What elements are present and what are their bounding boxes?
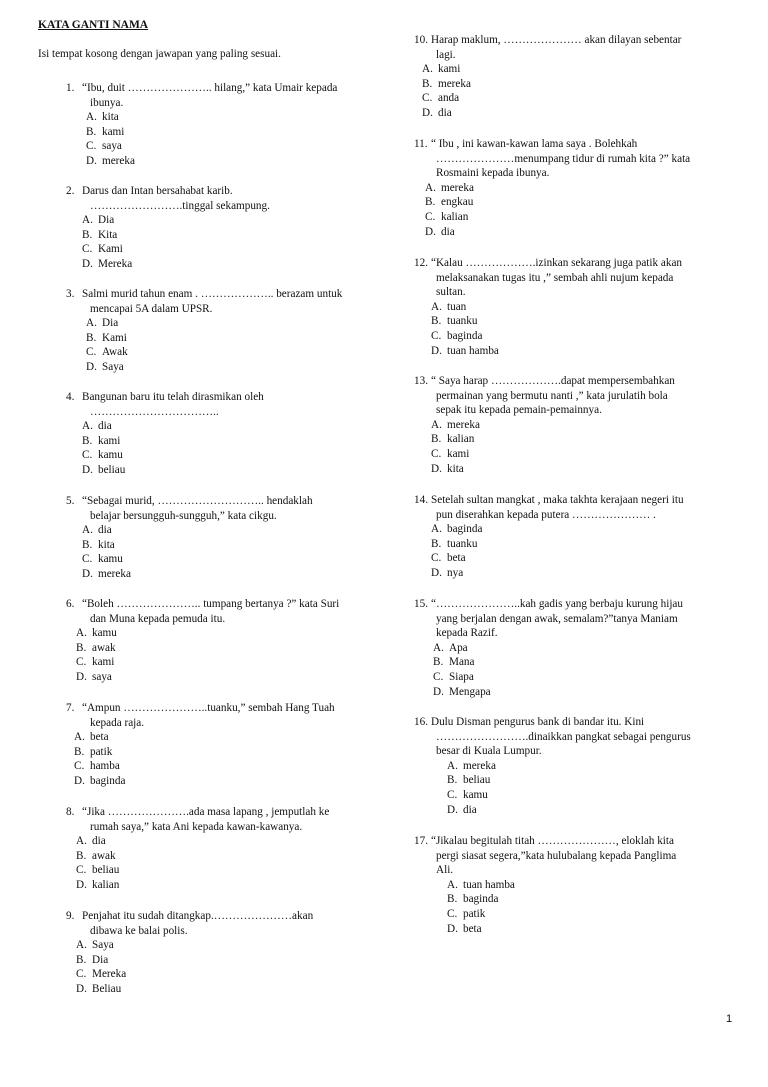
question-stem-line: Setelah sultan mangkat , maka takhta kerajaan negeri itu <box>431 494 684 506</box>
question-stem-line: “Kalau ……………….izinkan sekarang juga patik akan <box>431 257 683 269</box>
options-list <box>431 641 683 699</box>
question-13 <box>414 374 675 476</box>
question-number: 7. <box>66 702 75 714</box>
question-11 <box>414 137 690 239</box>
option-b[interactable]: B. engkau <box>425 196 474 209</box>
options-list <box>76 626 339 684</box>
options-list <box>82 110 337 168</box>
question-number: 2. <box>66 185 75 197</box>
question-stem-line: Rosmaini kepada ibunya. <box>436 167 550 180</box>
option-c[interactable]: C. Siapa <box>433 670 474 683</box>
option-b[interactable]: B. mereka <box>422 77 471 90</box>
option-d[interactable]: D. saya <box>76 670 112 683</box>
question-stem-line: ibunya. <box>90 96 124 109</box>
option-b[interactable]: B. kalian <box>431 433 475 446</box>
option-a[interactable]: A. dia <box>82 524 112 537</box>
options-list <box>76 938 313 996</box>
option-a[interactable]: A. Saya <box>76 939 114 952</box>
options-list <box>422 62 681 120</box>
options-list <box>431 418 675 476</box>
options-list <box>82 316 342 374</box>
question-stem-line: Harap maklum, ………………… akan dilayan sebentar <box>431 34 682 46</box>
question-16 <box>414 715 691 817</box>
option-b[interactable]: B. beliau <box>447 774 491 787</box>
question-stem-line: “…………………..kah gadis yang berbaju kurung hijau <box>431 598 683 610</box>
option-a[interactable]: A. Dia <box>82 214 115 227</box>
question-14 <box>414 493 684 581</box>
question-stem-line: …………………menumpang tidur di rumah kita ?” kata <box>436 152 691 165</box>
question-stem-line: permainan yang bermutu nanti ,” kata jurulatih bola <box>436 389 668 402</box>
question-stem-line: “ Ibu , ini kawan-kawan lama saya . Bolehkah <box>431 138 638 150</box>
option-d[interactable]: D. Saya <box>86 360 124 373</box>
question-number: 12. <box>414 257 428 269</box>
option-c[interactable]: C. Kami <box>82 243 123 256</box>
option-c[interactable]: C. kami <box>431 447 470 460</box>
question-4 <box>66 390 264 478</box>
question-1 <box>66 81 337 169</box>
option-a[interactable]: A. kita <box>86 111 119 124</box>
question-stem-line: …………………….tinggal sekampung. <box>90 199 270 212</box>
option-d[interactable]: D. Mereka <box>82 257 133 270</box>
option-b[interactable]: B. awak <box>76 849 116 862</box>
page-number: 1 <box>726 1013 733 1025</box>
question-stem-line: melaksanakan tugas itu ,” sembah ahli nujum kepada <box>436 271 674 284</box>
option-c[interactable]: C. anda <box>422 92 460 105</box>
question-stem-line: pun diserahkan kepada putera ………………… . <box>436 508 656 521</box>
question-stem-line: lagi. <box>436 48 456 61</box>
option-b[interactable]: B. Dia <box>76 953 109 966</box>
option-c[interactable]: C. patik <box>447 907 486 920</box>
option-d[interactable]: D. dia <box>447 803 477 816</box>
question-number: 4. <box>66 391 75 403</box>
option-d[interactable]: D. tuan hamba <box>431 344 499 357</box>
option-b[interactable]: B. kita <box>82 538 115 551</box>
question-number: 15. <box>414 598 428 610</box>
option-b[interactable]: B. Kita <box>82 228 118 241</box>
question-12 <box>414 256 682 358</box>
question-stem-line: sultan. <box>436 286 466 299</box>
option-c[interactable]: C. Mereka <box>76 968 127 981</box>
option-b[interactable]: B. tuanku <box>431 537 478 550</box>
option-b[interactable]: B. baginda <box>447 893 499 906</box>
option-b[interactable]: B. kami <box>86 125 125 138</box>
option-b[interactable]: B. awak <box>76 641 116 654</box>
option-a[interactable]: A. tuan <box>431 300 467 313</box>
question-5 <box>66 494 313 582</box>
option-a[interactable]: A. dia <box>82 420 112 433</box>
question-stem-line: rumah saya,” kata Ani kepada kawan-kawanya. <box>90 820 303 833</box>
option-c[interactable]: C. kamu <box>447 788 488 801</box>
question-3 <box>66 287 342 375</box>
question-stem-line: Dulu Disman pengurus bank di bandar itu. Kini <box>431 716 645 728</box>
question-stem-line: “Ampun …………………..tuanku,” sembah Hang Tuah <box>82 702 335 714</box>
option-a[interactable]: A. mereka <box>425 181 474 194</box>
question-number: 9. <box>66 910 75 922</box>
question-9 <box>66 909 313 997</box>
option-d[interactable]: D. Mengapa <box>433 685 491 698</box>
option-a[interactable]: A. Dia <box>86 317 119 330</box>
options-list <box>431 759 691 817</box>
question-number: 3. <box>66 288 75 300</box>
option-d[interactable]: D. nya <box>431 566 464 579</box>
question-stem-line: Bangunan baru itu telah dirasmikan oleh <box>82 391 264 403</box>
question-stem-line: Darus dan Intan bersahabat karib. <box>82 185 233 197</box>
option-d[interactable]: D. beliau <box>82 463 126 476</box>
question-number: 13. <box>414 375 428 387</box>
question-2 <box>66 184 270 272</box>
question-stem-line: …………………….dinaikkan pangkat sebagai pengurus <box>436 730 691 743</box>
instruction-text: Isi tempat kosong dengan jawapan yang paling sesuai. <box>38 48 281 60</box>
question-stem-line: sepak itu kepada pemain-pemainnya. <box>436 404 602 417</box>
question-stem-line: Ali. <box>436 864 454 877</box>
question-stem-line: belajar bersungguh-sungguh,” kata cikgu. <box>90 509 277 522</box>
option-d[interactable]: D. mereka <box>82 567 131 580</box>
question-stem-line: dibawa ke balai polis. <box>90 924 188 937</box>
question-stem-line: yang berjalan dengan awak, semalam?”tanya Maniam <box>436 612 678 625</box>
question-number: 14. <box>414 494 428 506</box>
option-c[interactable]: C. beliau <box>76 864 120 877</box>
option-a[interactable]: A. mereka <box>431 418 480 431</box>
question-stem-line: kepada raja. <box>90 716 145 729</box>
option-a[interactable]: A. dia <box>76 835 106 848</box>
page-title: KATA GANTI NAMA <box>38 19 149 31</box>
option-b[interactable]: B. Kami <box>86 331 127 344</box>
question-stem-line: kepada Razif. <box>436 627 498 640</box>
question-number: 8. <box>66 806 75 818</box>
option-b[interactable]: B. patik <box>74 745 113 758</box>
question-7 <box>66 701 335 789</box>
option-a[interactable]: A. beta <box>74 731 109 744</box>
question-number: 10. <box>414 34 428 46</box>
question-stem-line: Penjahat itu sudah ditangkap.…………………akan <box>82 910 314 922</box>
option-d[interactable]: D. dia <box>422 106 452 119</box>
question-number: 16. <box>414 716 428 728</box>
question-stem-line: mencapai 5A dalam UPSR. <box>90 302 213 315</box>
options-list <box>431 878 676 936</box>
option-c[interactable]: C. kamu <box>82 553 123 566</box>
option-c[interactable]: C. hamba <box>74 760 120 773</box>
question-stem-line: besar di Kuala Lumpur. <box>436 745 542 758</box>
option-d[interactable]: D. beta <box>447 922 482 935</box>
question-8 <box>66 805 329 893</box>
option-d[interactable]: D. mereka <box>86 154 135 167</box>
option-b[interactable]: B. kami <box>82 434 121 447</box>
options-list <box>82 213 270 271</box>
option-c[interactable]: C. kamu <box>82 449 123 462</box>
option-a[interactable]: A. tuan hamba <box>447 878 515 891</box>
options-list <box>74 730 335 788</box>
options-list <box>425 181 690 239</box>
option-d[interactable]: D. Beliau <box>76 982 122 995</box>
option-c[interactable]: C. kami <box>76 656 115 669</box>
question-stem-line: Salmi murid tahun enam . ……………….. berazam untuk <box>82 288 343 300</box>
option-d[interactable]: D. kita <box>431 462 464 475</box>
question-stem-line: “Jikalau begitulah titah …………………, eloklah kita <box>431 835 674 847</box>
option-c[interactable]: C. kalian <box>425 210 469 223</box>
question-10 <box>414 33 681 121</box>
question-17 <box>414 834 676 936</box>
question-number: 11. <box>414 138 428 150</box>
question-stem-line: “Ibu, duit ………………….. hilang,” kata Umair kepada <box>82 82 338 94</box>
option-c[interactable]: C. baginda <box>431 329 483 342</box>
question-number: 6. <box>66 598 75 610</box>
options-list <box>76 834 329 892</box>
options-list <box>82 523 313 581</box>
option-c[interactable]: C. saya <box>86 140 122 153</box>
option-a[interactable]: A. baginda <box>431 523 483 536</box>
question-stem-line: “ Saya harap ……………….dapat mempersembahkan <box>431 375 675 387</box>
option-c[interactable]: C. beta <box>431 552 466 565</box>
question-stem-line: “Jika ………………….ada masa lapang , jemputlah ke <box>82 806 330 818</box>
option-a[interactable]: A. kami <box>422 63 461 76</box>
option-b[interactable]: B. tuanku <box>431 315 478 328</box>
question-number: 17. <box>414 835 428 847</box>
option-d[interactable]: D. dia <box>425 225 455 238</box>
option-a[interactable]: A. kamu <box>76 627 117 640</box>
option-c[interactable]: C. Awak <box>86 346 128 359</box>
question-number: 1. <box>66 82 75 94</box>
question-stem-line: “Boleh ………………….. tumpang bertanya ?” kata Suri <box>82 598 340 610</box>
options-list <box>431 522 684 580</box>
options-list <box>82 419 264 477</box>
option-b[interactable]: B. Mana <box>433 656 475 669</box>
question-stem-line: pergi siasat segera,”kata hulubalang kepada Panglima <box>436 849 677 862</box>
options-list <box>431 300 682 358</box>
option-d[interactable]: D. baginda <box>74 774 126 787</box>
question-number: 5. <box>66 495 75 507</box>
option-d[interactable]: D. kalian <box>76 878 120 891</box>
question-stem-line: dan Muna kepada pemuda itu. <box>90 612 226 625</box>
question-stem-line: “Sebagai murid, ……………………….. hendaklah <box>82 495 313 507</box>
question-15 <box>414 597 683 699</box>
question-stem-line: …………………………….. <box>90 405 219 418</box>
option-a[interactable]: A. mereka <box>447 759 496 772</box>
question-6 <box>66 597 339 685</box>
option-a[interactable]: A. Apa <box>433 641 468 654</box>
